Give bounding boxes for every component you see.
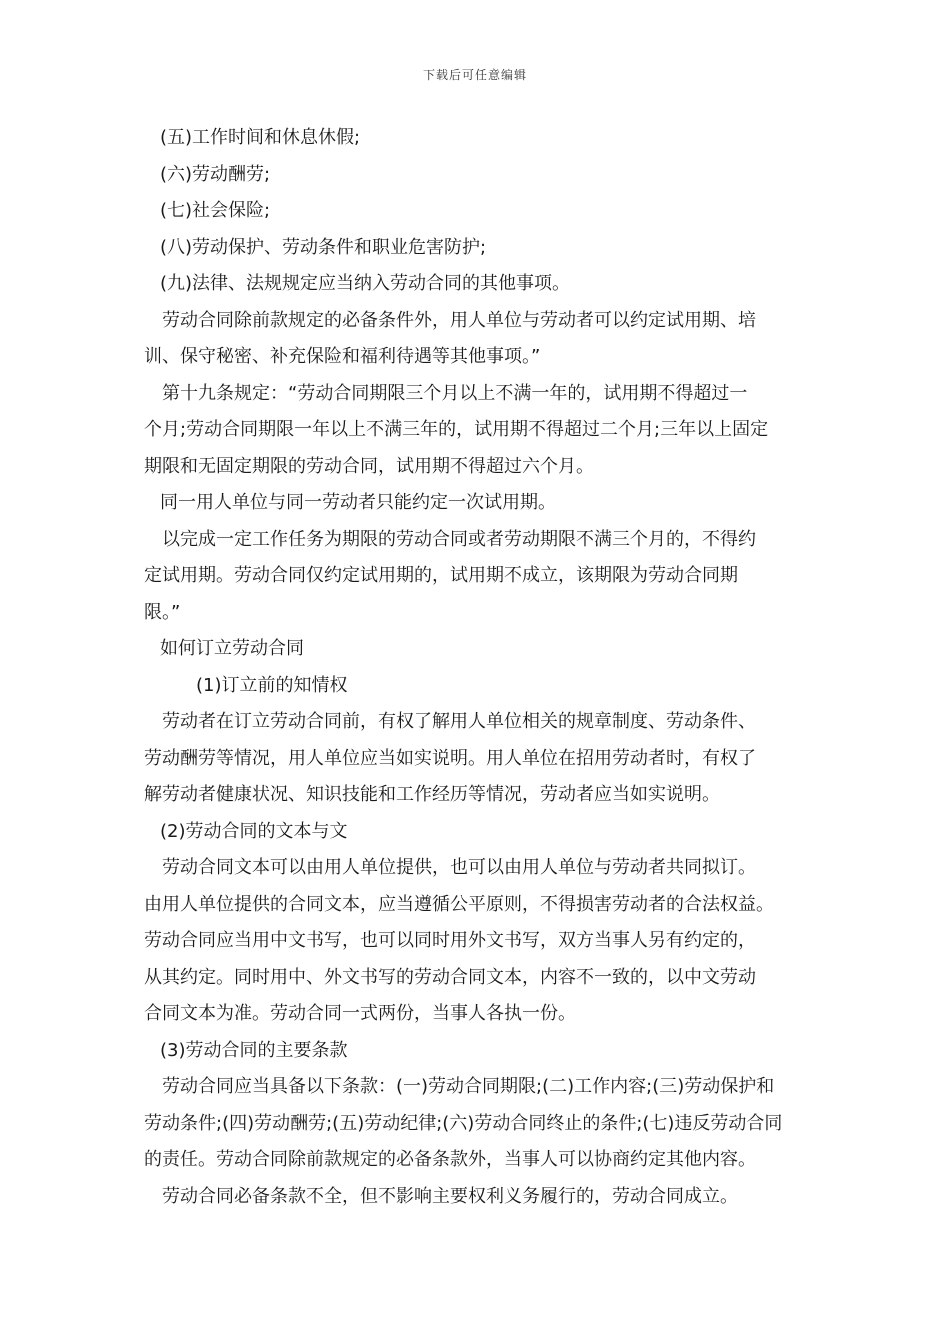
text-line: 解劳动者健康状况、知识技能和工作经历等情况，劳动者应当如实说明。 [144,784,720,805]
text-line: 劳动酬劳等情况，用人单位应当如实说明。用人单位在招用劳动者时，有权了 [144,747,756,769]
text-line: 劳动合同应当用中文书写，也可以同时用外文书写，双方当事人另有约定的， [144,930,756,951]
text-line: 合同文本为准。劳动合同一式两份，当事人各执一份。 [144,1003,576,1024]
text-line: (六)劳动酬劳; [160,163,271,185]
subsection-heading: (2)劳动合同的文本与文 [160,820,348,842]
section-heading: 如何订立劳动合同 [160,638,304,659]
text-line: 期限和无固定期限的劳动合同，试用期不得超过六个月。 [144,455,594,477]
text-line: 的责任。劳动合同除前款规定的必备条款外，当事人可以协商约定其他内容。 [144,1149,756,1170]
subsection-heading: (3)劳动合同的主要条款 [160,1039,348,1061]
text-line: 劳动合同应当具备以下条款：(一)劳动合同期限;(二)工作内容;(三)劳动保护和 [162,1076,775,1097]
text-line: 劳动合同必备条款不全，但不影响主要权利义务履行的，劳动合同成立。 [162,1185,738,1207]
text-line: 劳动合同文本可以由用人单位提供，也可以由用人单位与劳动者共同拟订。 [162,857,756,878]
subsection-heading: (1)订立前的知情权 [196,674,348,696]
document-body [144,120,824,1215]
text-line: 从其约定。同时用中、外文书写的劳动合同文本，内容不一致的，以中文劳动 [144,966,756,988]
text-line: 同一用人单位与同一劳动者只能约定一次试用期。 [160,492,556,513]
text-line: 以完成一定工作任务为期限的劳动合同或者劳动期限不满三个月的，不得约 [162,528,756,550]
text-line: (九)法律、法规规定应当纳入劳动合同的其他事项。 [160,273,571,294]
text-line: (五)工作时间和休息休假; [160,127,361,148]
text-line: 劳动者在订立劳动合同前，有权了解用人单位相关的规章制度、劳动条件、 [162,711,756,732]
text-line: 劳动条件;(四)劳动酬劳;(五)劳动纪律;(六)劳动合同终止的条件;(七)违反劳动合同 [144,1112,783,1134]
text-line: 第十九条规定：“劳动合同期限三个月以上不满一年的，试用期不得超过一 [162,382,748,404]
text-line: 定试用期。劳动合同仅约定试用期的，试用期不成立，该期限为劳动合同期 [144,565,738,586]
text-line: (八)劳动保护、劳动条件和职业危害防护; [160,236,487,258]
text-line: 个月;劳动合同期限一年以上不满三年的，试用期不得超过二个月;三年以上固定 [144,419,769,440]
text-line: (七)社会保险; [160,200,271,221]
text-line: 劳动合同除前款规定的必备条件外，用人单位与劳动者可以约定试用期、培 [162,309,756,331]
text-line: 训、保守秘密、补充保险和福利待遇等其他事项。” [144,346,541,367]
text-line: 由用人单位提供的合同文本，应当遵循公平原则，不得损害劳动者的合法权益。 [144,893,774,915]
text-line: 限。” [144,601,181,623]
page-header: 下载后可任意编辑 [422,68,527,82]
